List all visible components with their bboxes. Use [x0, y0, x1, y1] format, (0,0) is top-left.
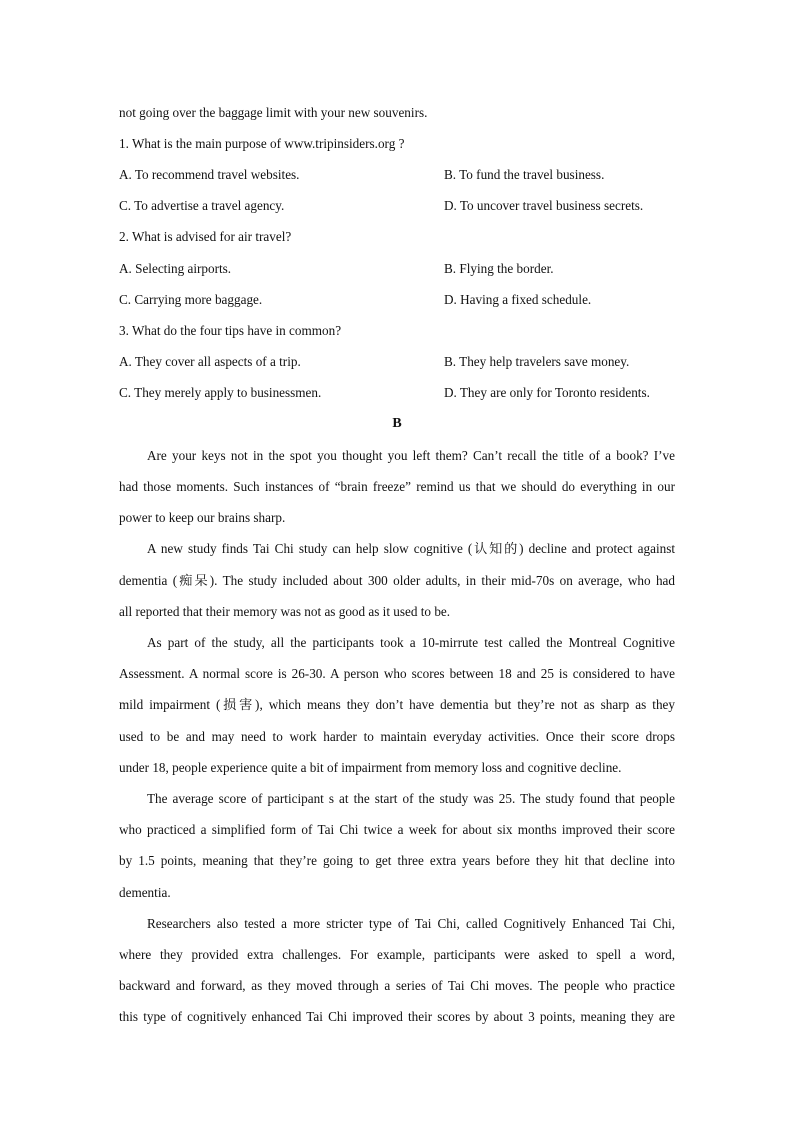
passage-line: under 18, people experience quite a bit of impairment from memory loss and cognitive decline.	[119, 760, 622, 775]
question-3-option-a: A. They cover all aspects of a trip.	[119, 354, 301, 369]
question-1-option-b: B. To fund the travel business.	[444, 167, 605, 182]
question-1-option-a: A. To recommend travel websites.	[119, 167, 300, 182]
passage-line: backward and forward, as they moved through a series of Tai Chi moves. The people who practice	[119, 978, 675, 993]
passage-line: As part of the study, all the participants took a 10-mirrute test called the Montreal Cognitive	[147, 635, 675, 650]
question-2-option-b: B. Flying the border.	[444, 261, 554, 276]
passage-line: dementia (痴呆). The study included about 300 older adults, in their mid-70s on average, who had	[119, 573, 675, 588]
passage-line: Assessment. A normal score is 26-30. A person who scores between 18 and 25 is considered to have	[119, 666, 675, 681]
passage-line: all reported that their memory was not as good as it used to be.	[119, 604, 451, 619]
passage-line: The average score of participant s at the start of the study was 25. The study found that people	[147, 791, 675, 806]
passage-line: who practiced a simplified form of Tai Chi twice a week for about six months improved their score	[119, 822, 675, 837]
passage-line: Researchers also tested a more stricter type of Tai Chi, called Cognitively Enhanced Tai Chi,	[147, 916, 675, 931]
passage-line: used to be and may need to work harder to maintain everyday activities. Once their score drops	[119, 729, 675, 744]
question-2-stem: 2. What is advised for air travel?	[119, 229, 292, 244]
passage-line: by 1.5 points, meaning that they’re going to get three extra years before they hit that decline into	[119, 853, 675, 868]
passage-line: Are your keys not in the spot you thought you left them? Can’t recall the title of a book? I’ve	[147, 448, 675, 463]
question-1-option-c: C. To advertise a travel agency.	[119, 198, 285, 213]
question-3-option-d: D. They are only for Toronto residents.	[444, 385, 650, 400]
passage-line: A new study finds Tai Chi study can help slow cognitive (认知的) decline and protect against	[147, 541, 675, 556]
question-3-stem: 3. What do the four tips have in common?	[119, 323, 342, 338]
question-2-option-a: A. Selecting airports.	[119, 261, 232, 276]
passage-line: mild impairment (损害), which means they don’t have dementia but they’re not as sharp as they	[119, 697, 675, 712]
passage-line: had those moments. Such instances of “brain freeze” remind us that we should do everything in our	[119, 479, 675, 494]
question-3-option-b: B. They help travelers save money.	[444, 354, 630, 369]
section-heading: B	[392, 416, 402, 431]
question-1-option-d: D. To uncover travel business secrets.	[444, 198, 644, 213]
question-2-option-c: C. Carrying more baggage.	[119, 292, 263, 307]
passage-line: this type of cognitively enhanced Tai Chi improved their scores by about 3 points, meaning they are	[119, 1009, 675, 1024]
passage-line: dementia.	[119, 885, 171, 900]
question-1-stem: 1. What is the main purpose of www.tripinsiders.org ?	[119, 136, 405, 151]
question-2-option-d: D. Having a fixed schedule.	[444, 292, 592, 307]
question-3-option-c: C. They merely apply to businessmen.	[119, 385, 322, 400]
passage-a-tail-line: not going over the baggage limit with your new souvenirs.	[119, 105, 428, 120]
passage-line: power to keep our brains sharp.	[119, 510, 286, 525]
passage-line: where they provided extra challenges. For example, participants were asked to spell a word,	[119, 947, 675, 962]
